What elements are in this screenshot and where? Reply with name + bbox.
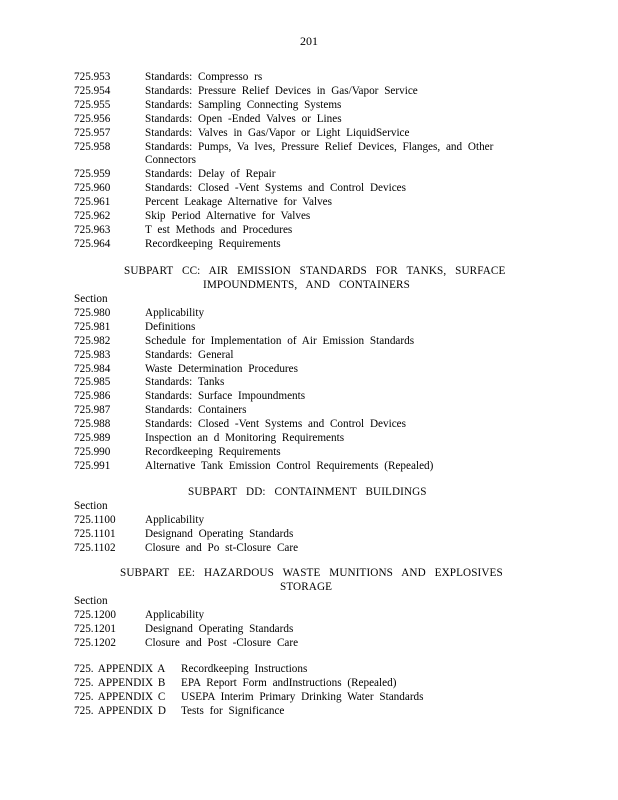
section-title: Applicability <box>145 608 205 621</box>
section-number: 725.990 <box>74 445 111 458</box>
section-title: Applicability <box>145 306 205 319</box>
section-number: 725.989 <box>74 432 111 445</box>
section-number: 725.958 <box>74 140 111 153</box>
section-number: 725.981 <box>74 320 111 333</box>
section-number: 725.982 <box>74 334 111 347</box>
section-title: Closure and Po st-Closure Care <box>145 541 299 554</box>
list-item <box>74 196 534 210</box>
section-label: Section <box>74 293 108 305</box>
subpart-dd-title: SUBPART DD: CONTAINMENT BUILDINGS <box>188 486 427 498</box>
list-item <box>74 99 534 113</box>
appendix-title: Recordkeeping Instructions <box>181 663 308 675</box>
section-number: 725.964 <box>74 237 111 250</box>
list-item <box>74 418 534 432</box>
section-number: 725.954 <box>74 84 111 97</box>
list-item <box>74 376 534 390</box>
section-title: Standards: Valves in Gas/Vapor or Light LiquidService <box>145 126 410 139</box>
section-title: Standards: Surface Impoundments <box>145 390 306 403</box>
section-number: 725.991 <box>74 459 111 472</box>
section-number: 725.960 <box>74 182 111 195</box>
list-item <box>74 637 534 651</box>
list-item <box>74 85 534 99</box>
section-title: Standards: Closed -Vent Systems and Control Devices <box>145 418 406 431</box>
subpart-cc-title-line2: IMPOUNDMENTS, AND CONTAINERS <box>203 278 410 291</box>
section-list-subpart-ee <box>74 595 534 651</box>
section-title: Standards: Pumps, Va lves, Pressure Relief Devices, Flanges, and Other Connectors <box>145 140 494 167</box>
section-number: 725.961 <box>74 196 111 209</box>
section-number: 725.959 <box>74 168 111 181</box>
section-number: 725.1101 <box>74 527 116 540</box>
section-title: Standards: Closed -Vent Systems and Control Devices <box>145 182 406 195</box>
list-item <box>74 127 534 141</box>
section-title: Percent Leakage Alternative for Valves <box>145 196 332 209</box>
section-title: Standards: Sampling Connecting Systems <box>145 98 342 111</box>
section-title: Designand Operating Standards <box>145 622 294 635</box>
list-item <box>74 446 534 460</box>
section-title: Definitions <box>145 320 196 333</box>
section-title: Designand Operating Standards <box>145 527 294 540</box>
appendix-label: 725. APPENDIX B <box>74 676 166 689</box>
section-number: 725.1102 <box>74 541 116 554</box>
section-number: 725.984 <box>74 362 111 375</box>
section-title: Alternative Tank Emission Control Requirements (Repealed) <box>145 459 434 472</box>
list-item <box>74 705 534 719</box>
list-item <box>74 307 534 321</box>
section-number: 725.988 <box>74 418 111 431</box>
list-item <box>74 182 534 196</box>
section-number: 725.963 <box>74 223 111 236</box>
section-title: Closure and Post -Closure Care <box>145 636 299 649</box>
section-title: Applicability <box>145 513 205 526</box>
appendix-title: USEPA Interim Primary Drinking Water Standards <box>181 690 424 703</box>
subpart-cc-heading <box>74 265 544 293</box>
subpart-ee-heading <box>74 567 544 595</box>
list-item <box>74 528 534 542</box>
list-item <box>74 432 534 446</box>
section-number: 725.955 <box>74 98 111 111</box>
list-item <box>74 335 534 349</box>
appendix-label: 725. APPENDIX D <box>74 704 166 717</box>
list-item <box>74 404 534 418</box>
section-number: 725.983 <box>74 348 111 361</box>
section-number: 725.957 <box>74 126 111 139</box>
section-number: 725.1100 <box>74 513 116 526</box>
page-number: 201 <box>300 34 318 48</box>
section-number: 725.1201 <box>74 622 116 635</box>
list-item <box>74 238 534 252</box>
list-item <box>74 71 534 85</box>
list-item <box>74 460 534 474</box>
appendix-list <box>74 663 534 719</box>
subpart-dd-heading <box>74 486 534 500</box>
list-item <box>74 609 534 623</box>
list-item <box>74 691 534 705</box>
section-title: Recordkeeping Requirements <box>145 237 281 250</box>
appendix-label: 725. APPENDIX C <box>74 690 166 703</box>
section-number: 725.985 <box>74 376 111 389</box>
section-title: Standards: Open -Ended Valves or Lines <box>145 112 342 125</box>
appendix-title: EPA Report Form andInstructions (Repealed) <box>181 676 397 689</box>
list-item <box>74 141 534 169</box>
section-number: 725.1202 <box>74 636 116 649</box>
list-item <box>74 623 534 637</box>
section-title: Recordkeeping Requirements <box>145 445 281 458</box>
list-item <box>74 542 534 556</box>
appendix-label: 725. APPENDIX A <box>74 663 166 675</box>
section-label: Section <box>74 500 108 512</box>
subpart-ee-title-line1: SUBPART EE: HAZARDOUS WASTE MUNITIONS AND EXPLOSIVES <box>120 567 503 579</box>
list-item <box>74 677 534 691</box>
section-title: Standards: Compresso rs <box>145 71 263 83</box>
list-item <box>74 349 534 363</box>
section-number: 725.986 <box>74 390 111 403</box>
section-list-subpart-bb <box>74 71 534 252</box>
list-item <box>74 321 534 335</box>
list-item <box>74 663 534 677</box>
section-list-subpart-cc <box>74 293 534 474</box>
list-item <box>74 224 534 238</box>
list-item <box>74 168 534 182</box>
section-title: Inspection an d Monitoring Requirements <box>145 432 345 445</box>
section-number: 725.962 <box>74 210 111 223</box>
section-label: Section <box>74 595 108 607</box>
appendix-title: Tests for Significance <box>181 704 285 717</box>
section-list-subpart-dd <box>74 500 534 556</box>
list-item <box>74 363 534 377</box>
section-title: Schedule for Implementation of Air Emission Standards <box>145 334 415 347</box>
list-item <box>74 113 534 127</box>
section-title: Waste Determination Procedures <box>145 362 298 375</box>
list-item <box>74 390 534 404</box>
subpart-ee-title-line2: STORAGE <box>280 580 333 593</box>
list-item <box>74 210 534 224</box>
section-title: Standards: Tanks <box>145 376 225 389</box>
section-number: 725.953 <box>74 71 111 83</box>
section-title: Skip Period Alternative for Valves <box>145 210 311 223</box>
section-title: Standards: Pressure Relief Devices in Gas/Vapor Service <box>145 84 418 97</box>
section-number: 725.956 <box>74 112 111 125</box>
section-number: 725.1200 <box>74 608 116 621</box>
section-title: Standards: Delay of Repair <box>145 168 276 181</box>
section-title: Standards: General <box>145 348 234 361</box>
section-title: T est Methods and Procedures <box>145 223 293 236</box>
section-number: 725.980 <box>74 306 111 319</box>
section-title: Standards: Containers <box>145 404 247 417</box>
list-item <box>74 514 534 528</box>
section-number: 725.987 <box>74 404 111 417</box>
subpart-cc-title-line1: SUBPART CC: AIR EMISSION STANDARDS FOR TANKS, SURFACE <box>124 265 506 277</box>
